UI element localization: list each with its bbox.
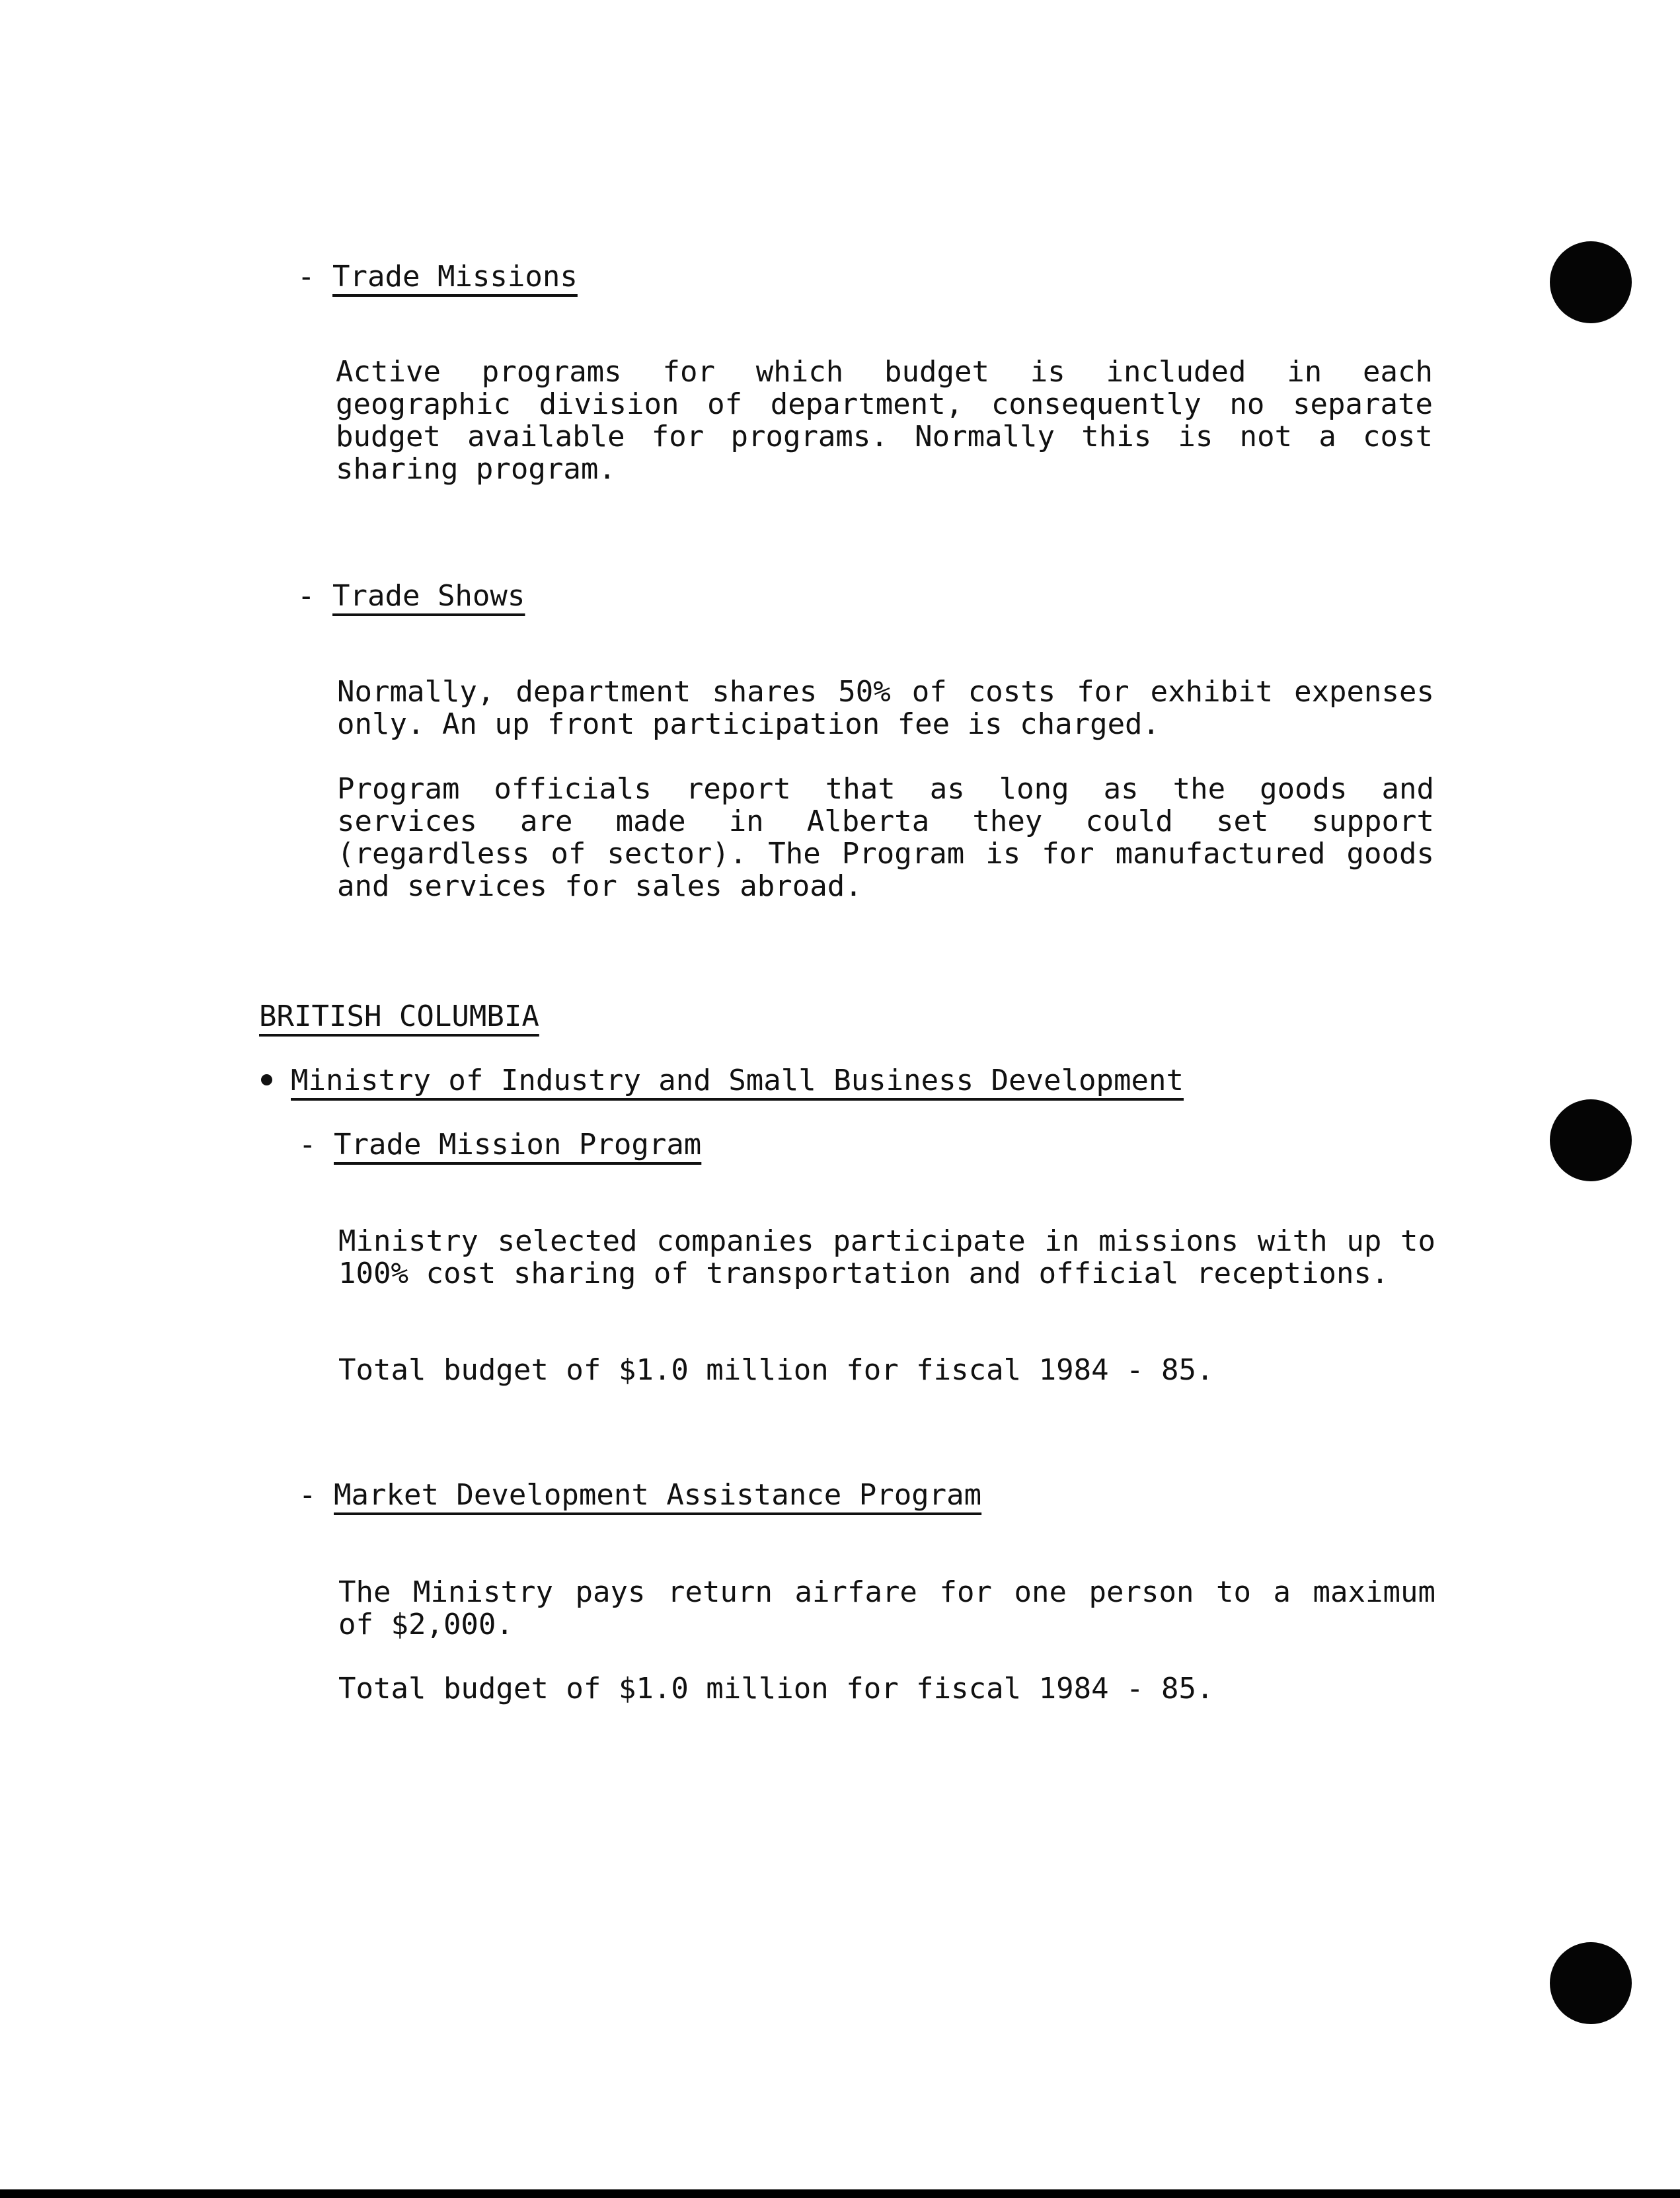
trade-mission-program-heading [299, 1128, 701, 1161]
british-columbia-title: BRITISH COLUMBIA [259, 1000, 539, 1033]
market-development-heading [299, 1479, 981, 1512]
trade-mission-program-body-1: Ministry selected companies participate in missions with up to 100% cost sharing of transportation and official receptions. [338, 1224, 1435, 1290]
punch-hole-top [1550, 241, 1632, 323]
market-development-body-1: The Ministry pays return airfare for one person to a maximum of $2,000. [338, 1575, 1435, 1641]
trade-shows-title: Trade Shows [332, 579, 525, 613]
trade-missions-title: Trade Missions [332, 260, 578, 294]
province-heading [259, 1000, 539, 1033]
ministry-title: Ministry of Industry and Small Business Development [291, 1064, 1184, 1097]
dash-marker: - [299, 1128, 317, 1161]
dash-marker: - [297, 579, 315, 613]
punch-hole-middle [1550, 1099, 1632, 1181]
trade-shows-heading [297, 580, 525, 613]
dash-marker: - [297, 260, 315, 294]
market-development-title: Market Development Assistance Program [334, 1478, 982, 1512]
trade-missions-body: Active programs for which budget is included in each geographic division of department, consequently no separate budget available for programs. Normally this is not a cost sharing program. [336, 355, 1433, 486]
trade-shows-body-2: Program officials report that as long as the goods and services are made in Alberta they could set support (regardless of sector). The Program is for manufactured goods and services for sales abroad. [337, 772, 1434, 903]
trade-shows-body-1: Normally, department shares 50% of costs for exhibit expenses only. An up front participation fee is charged. [337, 675, 1434, 741]
trade-missions-heading [297, 260, 578, 294]
scan-edge-bar [0, 2189, 1680, 2198]
punch-hole-bottom [1550, 1942, 1632, 2024]
trade-mission-program-body-2: Total budget of $1.0 million for fiscal 1984 - 85. [338, 1353, 1214, 1387]
market-development-body-2: Total budget of $1.0 million for fiscal 1984 - 85. [338, 1672, 1214, 1706]
trade-mission-program-title: Trade Mission Program [334, 1128, 702, 1161]
ministry-heading [261, 1064, 1184, 1097]
bullet-icon [261, 1074, 272, 1085]
dash-marker: - [299, 1478, 317, 1512]
